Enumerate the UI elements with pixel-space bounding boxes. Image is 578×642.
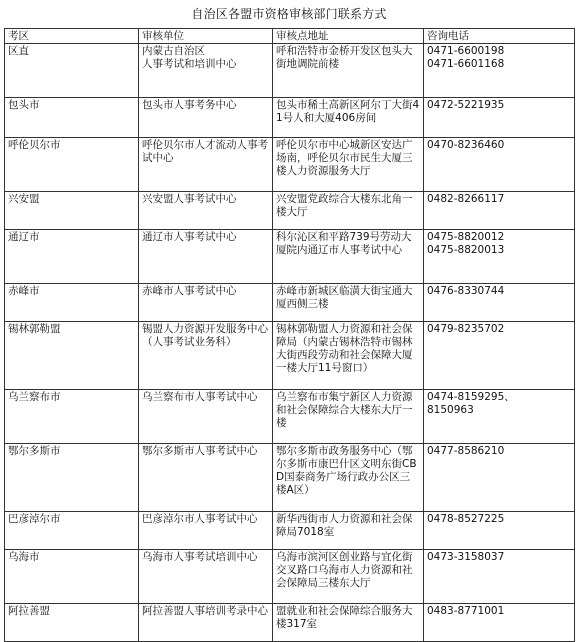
cell-region: 包头市 bbox=[5, 98, 139, 138]
cell-phone: 0474-8159295、 8150963 bbox=[424, 390, 575, 444]
table-row bbox=[5, 604, 575, 642]
cell-unit: 呼伦贝尔市人才流动人事考试中心 bbox=[139, 138, 273, 192]
cell-unit: 兴安盟人事考试中心 bbox=[139, 192, 273, 230]
cell-region: 兴安盟 bbox=[5, 192, 139, 230]
cell-phone: 0473-3158037 bbox=[424, 550, 575, 604]
header-region: 考区 bbox=[5, 29, 139, 44]
table-row bbox=[5, 550, 575, 604]
table-row bbox=[5, 98, 575, 138]
table-row bbox=[5, 512, 575, 550]
cell-address: 乌兰察布市集宁新区人力资源和社会保障综合大楼东大厅一楼 bbox=[273, 390, 424, 444]
cell-phone: 0472-5221935 bbox=[424, 98, 575, 138]
table-row bbox=[5, 390, 575, 444]
cell-region: 赤峰市 bbox=[5, 284, 139, 322]
cell-phone: 0477-8586210 bbox=[424, 444, 575, 512]
cell-unit: 锡盟人力资源开发服务中心（人事考试业务科） bbox=[139, 322, 273, 390]
table-row bbox=[5, 138, 575, 192]
table-row bbox=[5, 44, 575, 98]
cell-unit: 巴彦淖尔市人事考试中心 bbox=[139, 512, 273, 550]
table-header-row bbox=[5, 29, 575, 44]
cell-unit: 通辽市人事考试中心 bbox=[139, 230, 273, 284]
cell-address: 呼伦贝尔市中心城新区安达广场南，呼伦贝尔市民生大厦三楼人力资源服务大厅 bbox=[273, 138, 424, 192]
cell-region: 呼伦贝尔市 bbox=[5, 138, 139, 192]
cell-address: 赤峰市新城区临潢大街宝通大厦西侧三楼 bbox=[273, 284, 424, 322]
cell-phone: 0470-8236460 bbox=[424, 138, 575, 192]
cell-address: 乌海市滨河区创业路与宜化街交叉路口乌海市人力资源和社会保障局三楼东大厅 bbox=[273, 550, 424, 604]
cell-phone: 0476-8330744 bbox=[424, 284, 575, 322]
cell-address: 鄂尔多斯市政务服务中心（鄂尔多斯市康巴什区文明东街CBD国泰商务广场行政办公区三楼A区） bbox=[273, 444, 424, 512]
header-phone: 咨询电话 bbox=[424, 29, 575, 44]
cell-unit: 内蒙古自治区 人事考试和培训中心 bbox=[139, 44, 273, 98]
cell-unit: 赤峰市人事考试中心 bbox=[139, 284, 273, 322]
document-title: 自治区各盟市资格审核部门联系方式 bbox=[191, 7, 387, 21]
cell-phone: 0483-8771001 bbox=[424, 604, 575, 642]
table-row bbox=[5, 444, 575, 512]
cell-phone: 0471-6600198 0471-6601168 bbox=[424, 44, 575, 98]
cell-unit: 包头市人事考务中心 bbox=[139, 98, 273, 138]
cell-address: 盟就业和社会保障综合服务大楼317室 bbox=[273, 604, 424, 642]
cell-address: 新华西街市人力资源和社会保障局7018室 bbox=[273, 512, 424, 550]
contact-table bbox=[4, 28, 575, 642]
cell-region: 巴彦淖尔市 bbox=[5, 512, 139, 550]
table-row bbox=[5, 230, 575, 284]
cell-region: 乌兰察布市 bbox=[5, 390, 139, 444]
cell-unit: 阿拉善盟人事培训考录中心 bbox=[139, 604, 273, 642]
cell-region: 通辽市 bbox=[5, 230, 139, 284]
table-row bbox=[5, 322, 575, 390]
cell-phone: 0478-8527225 bbox=[424, 512, 575, 550]
cell-address: 包头市稀土高新区阿尔丁大街41号人和大厦406房间 bbox=[273, 98, 424, 138]
cell-region: 鄂尔多斯市 bbox=[5, 444, 139, 512]
table-row bbox=[5, 192, 575, 230]
header-address: 审核点地址 bbox=[273, 29, 424, 44]
header-unit: 审核单位 bbox=[139, 29, 273, 44]
cell-region: 锡林郭勒盟 bbox=[5, 322, 139, 390]
cell-unit: 鄂尔多斯市人事考试中心 bbox=[139, 444, 273, 512]
table-row bbox=[5, 284, 575, 322]
cell-phone: 0482-8266117 bbox=[424, 192, 575, 230]
cell-address: 呼和浩特市金桥开发区包头大街地调院前楼 bbox=[273, 44, 424, 98]
cell-region: 区直 bbox=[5, 44, 139, 98]
cell-region: 阿拉善盟 bbox=[5, 604, 139, 642]
cell-address: 兴安盟党政综合大楼东北角一楼大厅 bbox=[273, 192, 424, 230]
cell-phone: 0479-8235702 bbox=[424, 322, 575, 390]
cell-region: 乌海市 bbox=[5, 550, 139, 604]
cell-address: 科尔沁区和平路739号劳动大厦院内通辽市人事考试中心 bbox=[273, 230, 424, 284]
cell-address: 锡林郭勒盟人力资源和社会保障局（内蒙古锡林浩特市锡林大街西段劳动和社会保障大厦 一楼大厅11号窗口） bbox=[273, 322, 424, 390]
cell-unit: 乌兰察布市人事考试中心 bbox=[139, 390, 273, 444]
cell-unit: 乌海市人事考试培训中心 bbox=[139, 550, 273, 604]
cell-phone: 0475-8820012 0475-8820013 bbox=[424, 230, 575, 284]
